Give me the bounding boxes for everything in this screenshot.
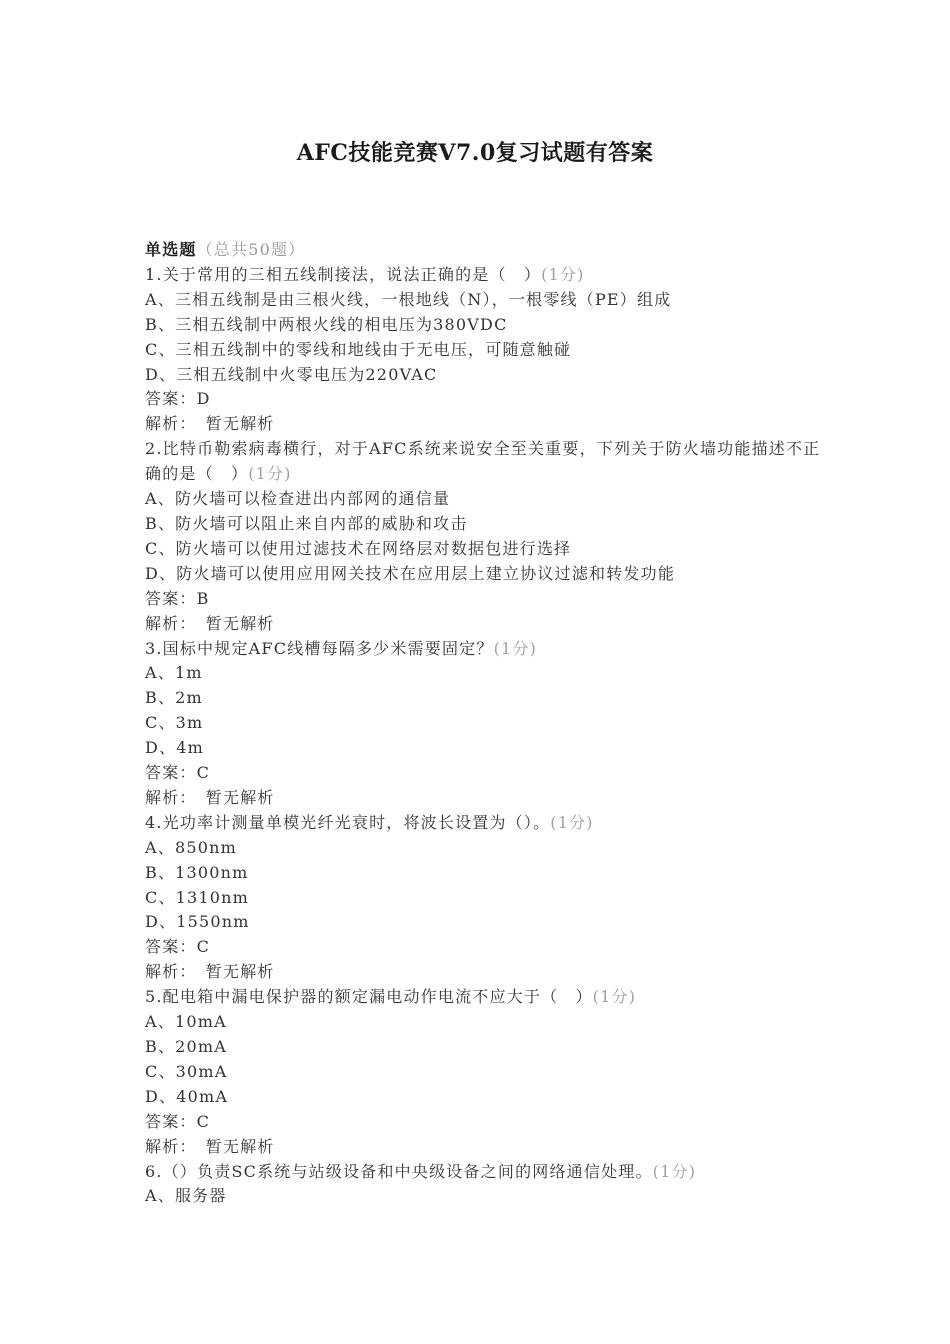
option-c: C、3m [145,713,204,733]
question-stem: 6.（）负责SC系统与站级设备和中央级设备之间的网络通信处理。(1分) [145,1161,697,1181]
option-b: B、2m [145,688,203,708]
question-stem: 2.比特币勒索病毒横行，对于AFC系统来说安全至关重要，下列关于防火墙功能描述不正确的是（ ）(1分) [145,439,821,484]
option-d: D、三相五线制中火零电压为220VAC [145,364,438,384]
question-5 [145,985,825,1159]
option-a: A、防火墙可以检查进出内部网的通信量 [145,489,451,509]
analysis-line: 解析： 暂无解析 [145,962,275,982]
question-stem: 1.关于常用的三相五线制接法，说法正确的是（ ）(1分) [145,264,585,284]
question-score: (1分) [592,987,637,1007]
option-d: D、40mA [145,1086,229,1106]
option-c: C、30mA [145,1061,228,1081]
question-2 [145,437,825,636]
option-d: D、防火墙可以使用应用网关技术在应用层上建立协议过滤和转发功能 [145,563,676,583]
question-score: (1分) [493,638,538,658]
section-heading [145,238,825,263]
question-6 [145,1160,825,1210]
answer-line: 答案：C [145,1111,211,1131]
analysis-line: 解析： 暂无解析 [145,787,275,807]
answer-line: 答案：C [145,937,211,957]
question-list [145,238,825,1209]
option-b: B、三相五线制中两根火线的相电压为380VDC [145,314,508,334]
document-title: AFC技能竞赛V7.0复习试题有答案 [296,140,654,166]
option-c: C、三相五线制中的零线和地线由于无电压，可随意触碰 [145,339,572,359]
analysis-line: 解析： 暂无解析 [145,613,275,633]
analysis-line: 解析： 暂无解析 [145,414,275,434]
question-stem: 5.配电箱中漏电保护器的额定漏电动作电流不应大于（ ）(1分) [145,987,637,1007]
option-a: A、三相五线制是由三根火线，一根地线（N），一根零线（PE）组成 [145,289,672,309]
question-4 [145,811,825,985]
question-1 [145,263,825,437]
question-3 [145,637,825,811]
answer-line: 答案：D [145,389,211,409]
question-score: (1分) [550,812,594,832]
question-stem: 4.光功率计测量单模光纤光衰时，将波长设置为（）。(1分) [145,812,594,832]
option-b: B、20mA [145,1037,228,1056]
question-score: (1分) [541,264,585,284]
answer-line: 答案：B [145,588,210,608]
option-a: A、10mA [145,1012,227,1032]
option-b: B、1300nm [145,862,249,882]
answer-line: 答案：C [145,763,211,783]
analysis-line: 解析： 暂无解析 [145,1136,275,1156]
option-b: B、防火墙可以阻止来自内部的威胁和攻击 [145,513,468,533]
option-c: C、1310nm [145,887,250,907]
option-a: A、服务器 [145,1186,227,1206]
question-score: (1分) [652,1161,697,1181]
option-d: D、4m [145,738,204,758]
option-a: A、1m [145,663,203,683]
option-a: A、850nm [145,837,237,857]
option-c: C、防火墙可以使用过滤技术在网络层对数据包进行选择 [145,538,572,558]
question-score: (1分) [248,464,292,484]
section-note: （总共50题） [196,240,306,259]
option-d: D、1550nm [145,912,250,932]
question-stem: 3.国标中规定AFC线槽每隔多少米需要固定？(1分) [145,638,538,658]
section-label: 单选题 [145,240,197,259]
